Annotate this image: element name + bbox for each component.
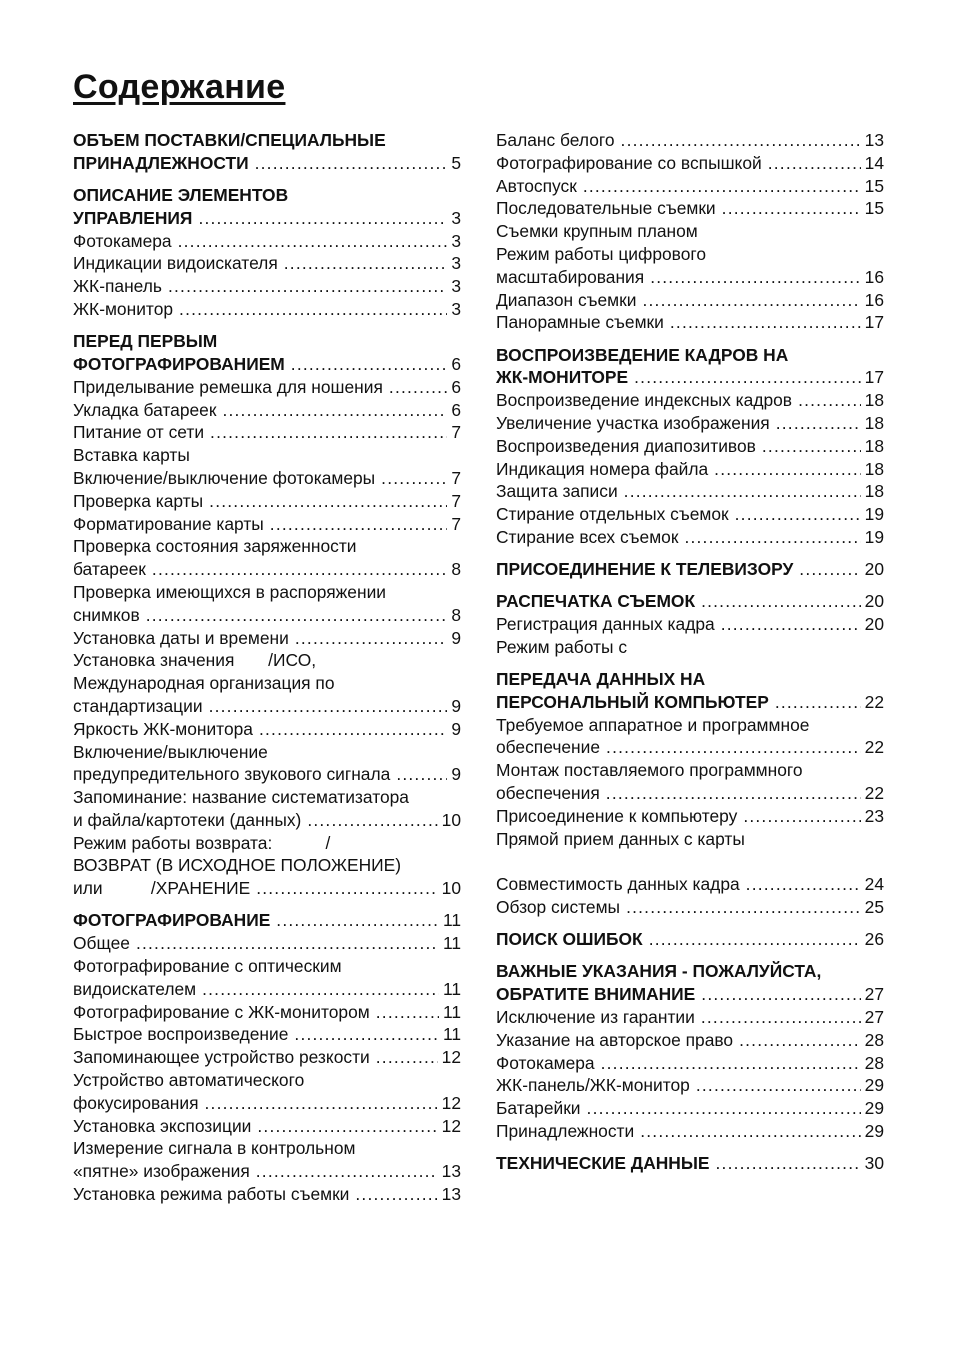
toc-entry[interactable] bbox=[73, 376, 461, 399]
toc-entry[interactable] bbox=[73, 718, 461, 741]
dot-leader bbox=[721, 613, 861, 636]
toc-entry-text: Общее bbox=[73, 933, 130, 954]
toc-entry-text: Установка экспозиции bbox=[73, 1115, 252, 1136]
page-number: 6 bbox=[451, 399, 461, 420]
toc-entry-text: Укладка батареек bbox=[73, 399, 217, 420]
dot-leader bbox=[210, 421, 447, 444]
page-number: 12 bbox=[441, 1115, 461, 1136]
toc-section-entry[interactable] bbox=[496, 928, 884, 951]
page-number: 9 bbox=[451, 627, 461, 648]
dot-leader bbox=[701, 590, 861, 613]
toc-entry-text: Яркость ЖК-монитора bbox=[73, 718, 253, 739]
page-number: 16 bbox=[864, 289, 884, 310]
toc-entry-text: Запоминающее устройство резкости bbox=[73, 1047, 370, 1068]
dot-leader bbox=[746, 873, 861, 896]
page-number: 29 bbox=[864, 1121, 884, 1142]
toc-entry-text: обеспечения bbox=[496, 783, 600, 804]
toc-entry-text: Фотографирование с оптическим bbox=[73, 956, 342, 977]
toc-entry-text: или /ХРАНЕНИЕ bbox=[73, 878, 251, 899]
page-number: 7 bbox=[451, 467, 461, 488]
toc-entry-text: Приделывание ремешка для ношения bbox=[73, 376, 383, 397]
page-number: 28 bbox=[864, 1029, 884, 1050]
toc-entry-text: ВОСПРОИЗВЕДЕНИЕ КАДРОВ НА bbox=[496, 344, 789, 365]
toc-entry-text: обеспечение bbox=[496, 737, 601, 758]
dot-leader bbox=[376, 1001, 439, 1024]
page-number: 20 bbox=[864, 614, 884, 635]
page-number: 18 bbox=[864, 481, 884, 502]
toc-entry-text: Быстрое воспроизведение bbox=[73, 1024, 289, 1045]
toc-entry[interactable] bbox=[73, 1069, 461, 1115]
page-number: 11 bbox=[442, 910, 461, 931]
toc-entry-text: Батарейки bbox=[496, 1098, 581, 1119]
page-number: 16 bbox=[864, 266, 884, 287]
toc-entry-text: Требуемое аппаратное и программное bbox=[496, 714, 810, 735]
page-number: 15 bbox=[864, 198, 884, 219]
toc-entry[interactable] bbox=[496, 389, 884, 412]
page-number: 6 bbox=[451, 376, 461, 397]
dot-leader bbox=[621, 129, 861, 152]
toc-entry-text: Монтаж поставляемого программного bbox=[496, 760, 803, 781]
page-number: 9 bbox=[451, 718, 461, 739]
toc-entry-text: Проверка карты bbox=[73, 490, 204, 511]
dot-leader bbox=[624, 480, 861, 503]
toc-entry[interactable] bbox=[496, 896, 884, 919]
toc-entry[interactable] bbox=[496, 714, 884, 760]
toc-left-column bbox=[73, 129, 461, 1206]
toc-entry[interactable] bbox=[73, 1046, 461, 1069]
dot-leader bbox=[255, 152, 448, 175]
toc-entry-text: Присоединение к компьютеру bbox=[496, 805, 738, 826]
toc-entry-text: Установка режима работы съемки bbox=[73, 1184, 350, 1205]
toc-entry-text: ВАЖНЫЕ УКАЗАНИЯ - ПОЖАЛУЙСТА, bbox=[496, 961, 822, 982]
toc-entry-text: Фотокамера bbox=[496, 1052, 595, 1073]
toc-entry-text: предупредительного звукового сигнала bbox=[73, 764, 391, 785]
toc-entry-text: ЖК-монитор bbox=[73, 298, 174, 319]
dot-leader bbox=[381, 467, 447, 490]
toc-entry[interactable] bbox=[496, 828, 884, 851]
dot-leader bbox=[743, 805, 860, 828]
toc-entry[interactable] bbox=[73, 230, 461, 253]
page-number: 12 bbox=[441, 1092, 461, 1113]
toc-entry-text: Проверка имеющихся в распоряжении bbox=[73, 581, 387, 602]
dot-leader bbox=[376, 1046, 438, 1069]
toc-entry-text: Увеличение участка изображения bbox=[496, 412, 770, 433]
page-number: 11 bbox=[442, 1001, 461, 1022]
toc-entry-text: Включение/выключение bbox=[73, 741, 268, 762]
dot-leader bbox=[739, 1029, 861, 1052]
toc-entry-text: фокусирования bbox=[73, 1092, 199, 1113]
dot-leader bbox=[222, 399, 447, 422]
page-number: 19 bbox=[864, 526, 884, 547]
dot-leader bbox=[257, 1115, 437, 1138]
page-number: 25 bbox=[864, 897, 884, 918]
dot-leader bbox=[294, 1023, 439, 1046]
page-number: 22 bbox=[864, 783, 884, 804]
toc-section-entry[interactable] bbox=[73, 330, 461, 376]
dot-leader bbox=[798, 389, 861, 412]
toc-entry-text: Исключение из гарантии bbox=[496, 1007, 695, 1028]
dot-leader bbox=[696, 1074, 861, 1097]
toc-entry[interactable] bbox=[496, 435, 884, 458]
dot-leader bbox=[136, 932, 439, 955]
toc-entry[interactable] bbox=[73, 421, 461, 444]
toc-section-entry[interactable] bbox=[496, 558, 884, 581]
page-number: 3 bbox=[451, 276, 461, 297]
dot-leader bbox=[256, 1160, 438, 1183]
toc-entry-text: Баланс белого bbox=[496, 130, 615, 150]
page-number: 26 bbox=[864, 929, 884, 950]
toc-entry[interactable] bbox=[73, 275, 461, 298]
dot-leader bbox=[642, 289, 860, 312]
dot-leader bbox=[295, 627, 447, 650]
toc-entry-text: Фотокамера bbox=[73, 230, 172, 251]
toc-entry[interactable] bbox=[496, 1052, 884, 1075]
toc-entry[interactable] bbox=[496, 1029, 884, 1052]
page-number: 19 bbox=[864, 504, 884, 525]
toc-entry[interactable] bbox=[496, 458, 884, 481]
toc-entry-text: ВОЗВРАТ (В ИСХОДНОЕ ПОЛОЖЕНИЕ) bbox=[73, 855, 402, 876]
toc-entry-text: Проверка состояния заряженности bbox=[73, 536, 357, 557]
dot-leader bbox=[684, 526, 860, 549]
toc-entry-text: «пятне» изображения bbox=[73, 1161, 250, 1182]
toc-entry-text: ФОТОГРАФИРОВАНИЕ bbox=[73, 910, 271, 931]
dot-leader bbox=[389, 376, 447, 399]
toc-entry[interactable] bbox=[73, 649, 461, 717]
page-title: Содержание bbox=[73, 68, 286, 106]
dot-leader bbox=[179, 298, 447, 321]
page-number: 18 bbox=[864, 390, 884, 411]
toc-section-entry[interactable] bbox=[496, 590, 884, 613]
toc-entry-text: ОБРАТИТЕ ВНИМАНИЕ bbox=[496, 984, 696, 1005]
dot-leader bbox=[587, 1097, 861, 1120]
toc-entry[interactable] bbox=[73, 627, 461, 650]
dot-leader bbox=[152, 558, 447, 581]
toc-entry[interactable] bbox=[496, 1006, 884, 1029]
page-number: 3 bbox=[451, 230, 461, 251]
toc-entry-text: Стирание отдельных съемок bbox=[496, 504, 729, 525]
page-number: 9 bbox=[451, 764, 461, 785]
page-number: 18 bbox=[864, 435, 884, 456]
toc-entry-text: Режим работы цифрового bbox=[496, 243, 707, 264]
toc-entry-text: Последовательные съемки bbox=[496, 198, 716, 219]
toc-entry[interactable] bbox=[73, 786, 461, 832]
toc-entry[interactable] bbox=[73, 955, 461, 1001]
page-number: 27 bbox=[864, 1007, 884, 1028]
toc-entry[interactable] bbox=[73, 1115, 461, 1138]
page-number: 13 bbox=[441, 1184, 461, 1205]
page-number: 11 bbox=[442, 978, 461, 999]
page-number: 11 bbox=[442, 1024, 461, 1045]
dot-leader bbox=[396, 763, 447, 786]
toc-entry[interactable] bbox=[73, 1183, 461, 1206]
toc-entry-text: Форматирование карты bbox=[73, 513, 264, 534]
toc-section-entry[interactable] bbox=[496, 1152, 884, 1175]
toc-entry-text: РАСПЕЧАТКА СЪЕМОК bbox=[496, 591, 696, 612]
toc-entry-text: Вставка карты bbox=[73, 445, 190, 466]
dot-leader bbox=[276, 909, 439, 932]
dot-leader bbox=[701, 1006, 861, 1029]
page-number: 8 bbox=[451, 559, 461, 580]
toc-entry-text: масштабирования bbox=[496, 266, 645, 287]
toc-section-entry[interactable] bbox=[73, 909, 461, 932]
dot-leader bbox=[670, 311, 861, 334]
toc-entry-text: ПЕРСОНАЛЬНЫЙ КОМПЬЮТЕР bbox=[496, 691, 769, 712]
toc-entry-text: ПОИСК ОШИБОК bbox=[496, 929, 643, 950]
toc-entry[interactable] bbox=[496, 480, 884, 503]
toc-entry-text: ПЕРЕДАЧА ДАННЫХ НА bbox=[496, 669, 706, 690]
dot-leader bbox=[714, 458, 861, 481]
dot-leader bbox=[768, 152, 861, 175]
toc-entry[interactable] bbox=[496, 873, 884, 896]
dot-leader bbox=[722, 197, 861, 220]
dot-leader bbox=[307, 809, 437, 832]
toc-entry-text: батареек bbox=[73, 559, 146, 580]
toc-entry-text: Установка значения /ИСО, bbox=[73, 650, 317, 671]
page-number: 28 bbox=[864, 1052, 884, 1073]
page-number: 15 bbox=[864, 175, 884, 196]
dot-leader bbox=[650, 266, 860, 289]
page-number: 18 bbox=[864, 458, 884, 479]
page-number: 24 bbox=[864, 874, 884, 895]
toc-entry[interactable] bbox=[73, 741, 461, 787]
toc-entry-text: стандартизации bbox=[73, 695, 203, 716]
toc-entry[interactable] bbox=[496, 526, 884, 549]
page-number: 6 bbox=[451, 353, 461, 374]
page-number: 12 bbox=[441, 1047, 461, 1068]
page-number: 22 bbox=[864, 691, 884, 712]
toc-entry[interactable] bbox=[73, 1001, 461, 1024]
dot-leader bbox=[634, 366, 861, 389]
toc-entry[interactable] bbox=[496, 243, 884, 289]
page-number: 9 bbox=[451, 695, 461, 716]
toc-entry-text: Автоспуск bbox=[496, 175, 577, 196]
page-number: 14 bbox=[864, 152, 884, 173]
dot-leader bbox=[776, 412, 861, 435]
toc-entry-text: Индикация номера файла bbox=[496, 458, 709, 479]
dot-leader bbox=[601, 1052, 861, 1075]
toc-entry[interactable] bbox=[496, 412, 884, 435]
dot-leader bbox=[701, 983, 860, 1006]
toc-entry-text: Указание на авторское право bbox=[496, 1029, 734, 1050]
toc-entry-text: Запоминание: название систематизатора bbox=[73, 787, 409, 808]
toc-entry[interactable] bbox=[73, 444, 461, 467]
toc-entry-text: Регистрация данных кадра bbox=[496, 614, 715, 635]
toc-entry[interactable] bbox=[73, 1023, 461, 1046]
toc-entry[interactable] bbox=[496, 1074, 884, 1097]
page-number: 29 bbox=[864, 1075, 884, 1096]
toc-entry-text: Включение/выключение фотокамеры bbox=[73, 467, 376, 488]
toc-entry-text: Режим работы возврата: / bbox=[73, 832, 331, 853]
dot-leader bbox=[640, 1120, 860, 1143]
toc-entry-text: Установка даты и времени bbox=[73, 627, 289, 648]
dot-leader bbox=[649, 928, 861, 951]
toc-entry-text: ФОТОГРАФИРОВАНИЕМ bbox=[73, 353, 285, 374]
toc-entry[interactable] bbox=[496, 1120, 884, 1143]
toc-entry[interactable] bbox=[496, 175, 884, 198]
toc-entry-text: Фотографирование с ЖК-монитором bbox=[73, 1001, 370, 1022]
dot-leader bbox=[799, 558, 860, 581]
dot-leader bbox=[209, 695, 448, 718]
page-number: 7 bbox=[451, 513, 461, 534]
page-number: 18 bbox=[864, 412, 884, 433]
page-number: 23 bbox=[864, 805, 884, 826]
page-number: 13 bbox=[864, 130, 884, 150]
toc-entry[interactable] bbox=[496, 636, 884, 659]
toc-entry[interactable] bbox=[496, 220, 884, 243]
toc-entry[interactable] bbox=[496, 311, 884, 334]
toc-entry[interactable] bbox=[496, 759, 884, 805]
toc-entry[interactable] bbox=[73, 467, 461, 490]
dot-leader bbox=[606, 782, 861, 805]
dot-leader bbox=[198, 207, 447, 230]
page-number: 10 bbox=[441, 809, 461, 830]
toc-right-column bbox=[496, 129, 884, 1175]
toc-entry-text: ТЕХНИЧЕСКИЕ ДАННЫЕ bbox=[496, 1153, 710, 1174]
toc-section-entry[interactable] bbox=[73, 184, 461, 230]
toc-entry[interactable] bbox=[496, 197, 884, 220]
toc-entry-text: Обзор системы bbox=[496, 897, 621, 918]
toc-entry-text: Измерение сигнала в контрольном bbox=[73, 1138, 356, 1159]
page-number: 7 bbox=[451, 490, 461, 511]
toc-entry-text: ОПИСАНИЕ ЭЛЕМЕНТОВ bbox=[73, 184, 289, 205]
page-number: 10 bbox=[441, 878, 461, 899]
toc-entry[interactable] bbox=[73, 581, 461, 627]
toc-entry-text: Стирание всех съемок bbox=[496, 526, 679, 547]
toc-entry[interactable] bbox=[73, 1137, 461, 1183]
toc-entry-text: ЖК-МОНИТОРЕ bbox=[496, 367, 629, 388]
dot-leader bbox=[205, 1092, 438, 1115]
page-number: 3 bbox=[451, 298, 461, 319]
dot-leader bbox=[284, 252, 448, 275]
toc-entry-text: Прямой прием данных с карты bbox=[496, 828, 745, 849]
dot-leader bbox=[209, 490, 447, 513]
toc-section-entry[interactable] bbox=[496, 344, 884, 390]
toc-entry-text: Воспроизведение индексных кадров bbox=[496, 390, 793, 411]
page-number: 20 bbox=[864, 559, 884, 580]
page-number: 13 bbox=[441, 1161, 461, 1182]
page-number: 7 bbox=[451, 422, 461, 443]
toc-entry-text: ОБЪЕМ ПОСТАВКИ/СПЕЦИАЛЬНЫЕ bbox=[73, 130, 386, 150]
dot-leader bbox=[146, 604, 448, 627]
toc-entry[interactable] bbox=[496, 129, 884, 152]
page-number: 5 bbox=[451, 152, 461, 173]
toc-entry[interactable] bbox=[496, 1097, 884, 1120]
toc-entry-text: Питание от сети bbox=[73, 422, 205, 443]
page-number: 3 bbox=[451, 253, 461, 274]
toc-section-entry[interactable] bbox=[73, 129, 461, 175]
dot-leader bbox=[626, 896, 861, 919]
toc-entry-text: снимков bbox=[73, 604, 140, 625]
dot-leader bbox=[202, 978, 439, 1001]
dot-leader bbox=[716, 1152, 861, 1175]
dot-leader bbox=[735, 503, 861, 526]
page-number: 17 bbox=[864, 367, 884, 388]
toc-entry[interactable] bbox=[73, 535, 461, 581]
toc-entry[interactable] bbox=[496, 805, 884, 828]
page-number: 3 bbox=[451, 207, 461, 228]
toc-entry-text: Международная организация по bbox=[73, 673, 335, 694]
toc-entry-text: ПРИНАДЛЕЖНОСТИ bbox=[73, 152, 249, 173]
dot-leader bbox=[775, 691, 861, 714]
dot-leader bbox=[256, 877, 437, 900]
toc-entry-text: Защита записи bbox=[496, 481, 618, 502]
dot-leader bbox=[270, 513, 448, 536]
toc-entry-text: Съемки крупным планом bbox=[496, 221, 698, 242]
toc-entry-text: Панорамные съемки bbox=[496, 312, 664, 333]
page-number: 29 bbox=[864, 1098, 884, 1119]
toc-entry[interactable] bbox=[73, 490, 461, 513]
toc-entry[interactable] bbox=[73, 399, 461, 422]
toc-entry[interactable] bbox=[496, 289, 884, 312]
toc-entry[interactable] bbox=[73, 932, 461, 955]
toc-entry-text: Принадлежности bbox=[496, 1121, 635, 1142]
toc-entry[interactable] bbox=[496, 503, 884, 526]
dot-leader bbox=[583, 175, 861, 198]
toc-entry[interactable] bbox=[496, 152, 884, 175]
toc-section-entry[interactable] bbox=[496, 960, 884, 1006]
dot-leader bbox=[178, 230, 448, 253]
toc-section-entry[interactable] bbox=[496, 668, 884, 714]
toc-entry[interactable] bbox=[73, 513, 461, 536]
toc-entry-text: Режим работы с bbox=[496, 636, 628, 657]
spacer bbox=[496, 850, 884, 873]
page-number: 20 bbox=[864, 591, 884, 612]
toc-entry[interactable] bbox=[73, 832, 461, 900]
toc-entry-text: Индикации видоискателя bbox=[73, 253, 278, 274]
toc-entry-text: ПРИСОЕДИНЕНИЕ К ТЕЛЕВИЗОРУ bbox=[496, 559, 794, 580]
toc-entry[interactable] bbox=[73, 298, 461, 321]
toc-entry-text: Устройство автоматического bbox=[73, 1070, 305, 1091]
toc-entry-text: и файла/картотеки (данных) bbox=[73, 809, 302, 830]
page-number: 30 bbox=[864, 1153, 884, 1174]
page-number: 8 bbox=[451, 604, 461, 625]
page-number: 22 bbox=[864, 737, 884, 758]
page-number: 17 bbox=[864, 312, 884, 333]
toc-entry[interactable] bbox=[73, 252, 461, 275]
page-number: 27 bbox=[864, 984, 884, 1005]
toc-entry-text: Диапазон съемки bbox=[496, 289, 637, 310]
toc-entry-text: Воспроизведения диапозитивов bbox=[496, 435, 756, 456]
toc-entry-text: Фотографирование со вспышкой bbox=[496, 152, 762, 173]
dot-leader bbox=[291, 353, 448, 376]
toc-entry-text: видоискателем bbox=[73, 978, 197, 999]
toc-entry-text: ПЕРЕД ПЕРВЫМ bbox=[73, 331, 218, 352]
page-number: 11 bbox=[442, 933, 461, 954]
dot-leader bbox=[606, 736, 861, 759]
toc-entry-text: Совместимость данных кадра bbox=[496, 874, 740, 895]
toc-entry-text: УПРАВЛЕНИЯ bbox=[73, 207, 193, 228]
toc-entry[interactable] bbox=[496, 613, 884, 636]
dot-leader bbox=[355, 1183, 437, 1206]
toc-entry-text: ЖК-панель bbox=[73, 276, 162, 297]
dot-leader bbox=[259, 718, 447, 741]
dot-leader bbox=[762, 435, 861, 458]
dot-leader bbox=[168, 275, 447, 298]
toc-entry-text: ЖК-панель/ЖК-монитор bbox=[496, 1075, 690, 1096]
